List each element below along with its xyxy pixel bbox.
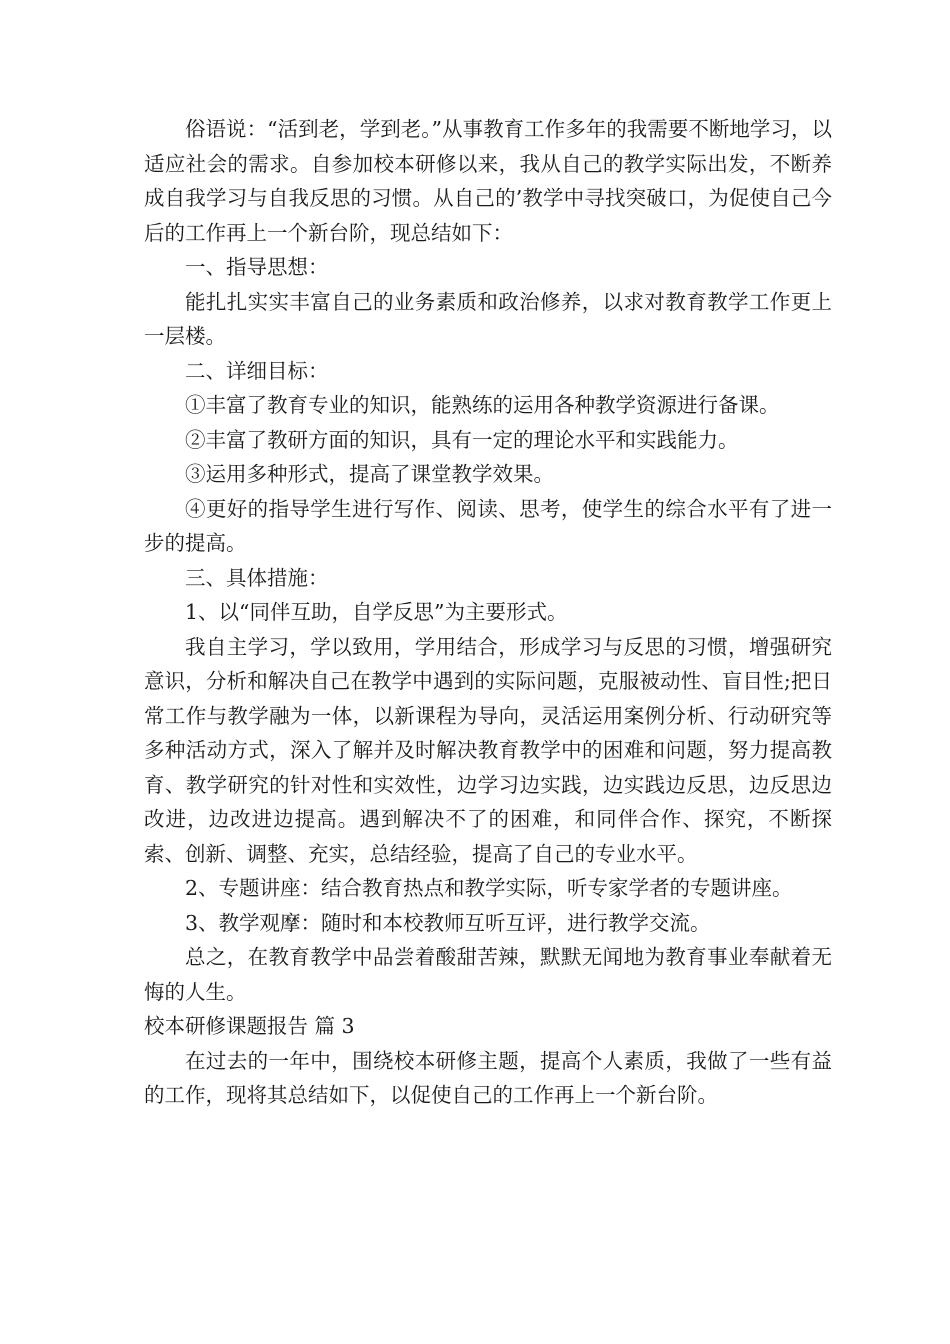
section-heading-detailed-goals: 二、详细目标：	[185, 358, 329, 383]
goal-item-1: ①丰富了教育专业的知识，能熟练的运用各种教学资源进行备课。	[185, 393, 780, 417]
conclusion-paragraph: 总之，在教育教学中品尝着酸甜苦辣，默默无闻地为教育事业奉献着无悔的人生。	[144, 945, 832, 1004]
goal-item-2: ②丰富了教研方面的知识，具有一定的理论水平和实践能力。	[185, 427, 739, 452]
measure-item-1: 1、以“同伴互助，自学反思”为主要形式。	[185, 600, 568, 624]
intro-paragraph: 俗语说：“活到老，学到老。”从事教育工作多年的我需要不断地学习，以适应社会的需求。自参加校本研修以来，我从自己的教学实际出发，不断养成自我学习与自我反思的习惯。从自己的’教学中寻找突破口，为促使自己今后的工作再上一个新台阶，现总结如下：	[144, 117, 832, 245]
measure-item-2: 2、专题讲座：结合教育热点和教学实际，听专家学者的专题讲座。	[185, 876, 793, 900]
document-body	[144, 112, 832, 1113]
measure-detail-paragraph: 我自主学习，学以致用，学用结合，形成学习与反思的习惯，增强研究意识，分析和解决自己在教学中遇到的实际问题，克服被动性、盲目性;把日常工作与教学融为一体，以新课程为导向，灵活运用案例分析、行动研究等多种活动方式，深入了解并及时解决教育教学中的困难和问题，努力提高教育、教学研究的针对性和实效性，边学习边实践，边实践边反思，边反思边改进，边改进边提高。遇到解决不了的困难，和同伴合作、探究，不断探索、创新、调整、充实，总结经验，提高了自己的专业水平。	[144, 634, 832, 866]
goal-item-3: ③运用多种形式，提高了课堂教学效果。	[185, 462, 554, 486]
report-title-part-3: 校本研修课题报告 篇 3	[144, 1014, 355, 1038]
measure-item-3: 3、教学观摩：随时和本校教师互听互评，进行教学交流。	[185, 910, 711, 935]
section-heading-measures: 三、具体措施：	[185, 565, 329, 590]
guiding-thought-paragraph: 能扎扎实实丰富自己的业务素质和政治修养，以求对教育教学工作更上一层楼。	[144, 289, 832, 348]
section-heading-guiding-thought: 一、指导思想：	[185, 255, 329, 279]
part-3-intro-paragraph: 在过去的一年中，围绕校本研修主题，提高个人素质，我做了一些有益的工作，现将其总结如下，以促使自己的工作再上一个新台阶。	[144, 1048, 832, 1107]
goal-item-4: ④更好的指导学生进行写作、阅读、思考，使学生的综合水平有了进一步的提高。	[144, 496, 832, 555]
